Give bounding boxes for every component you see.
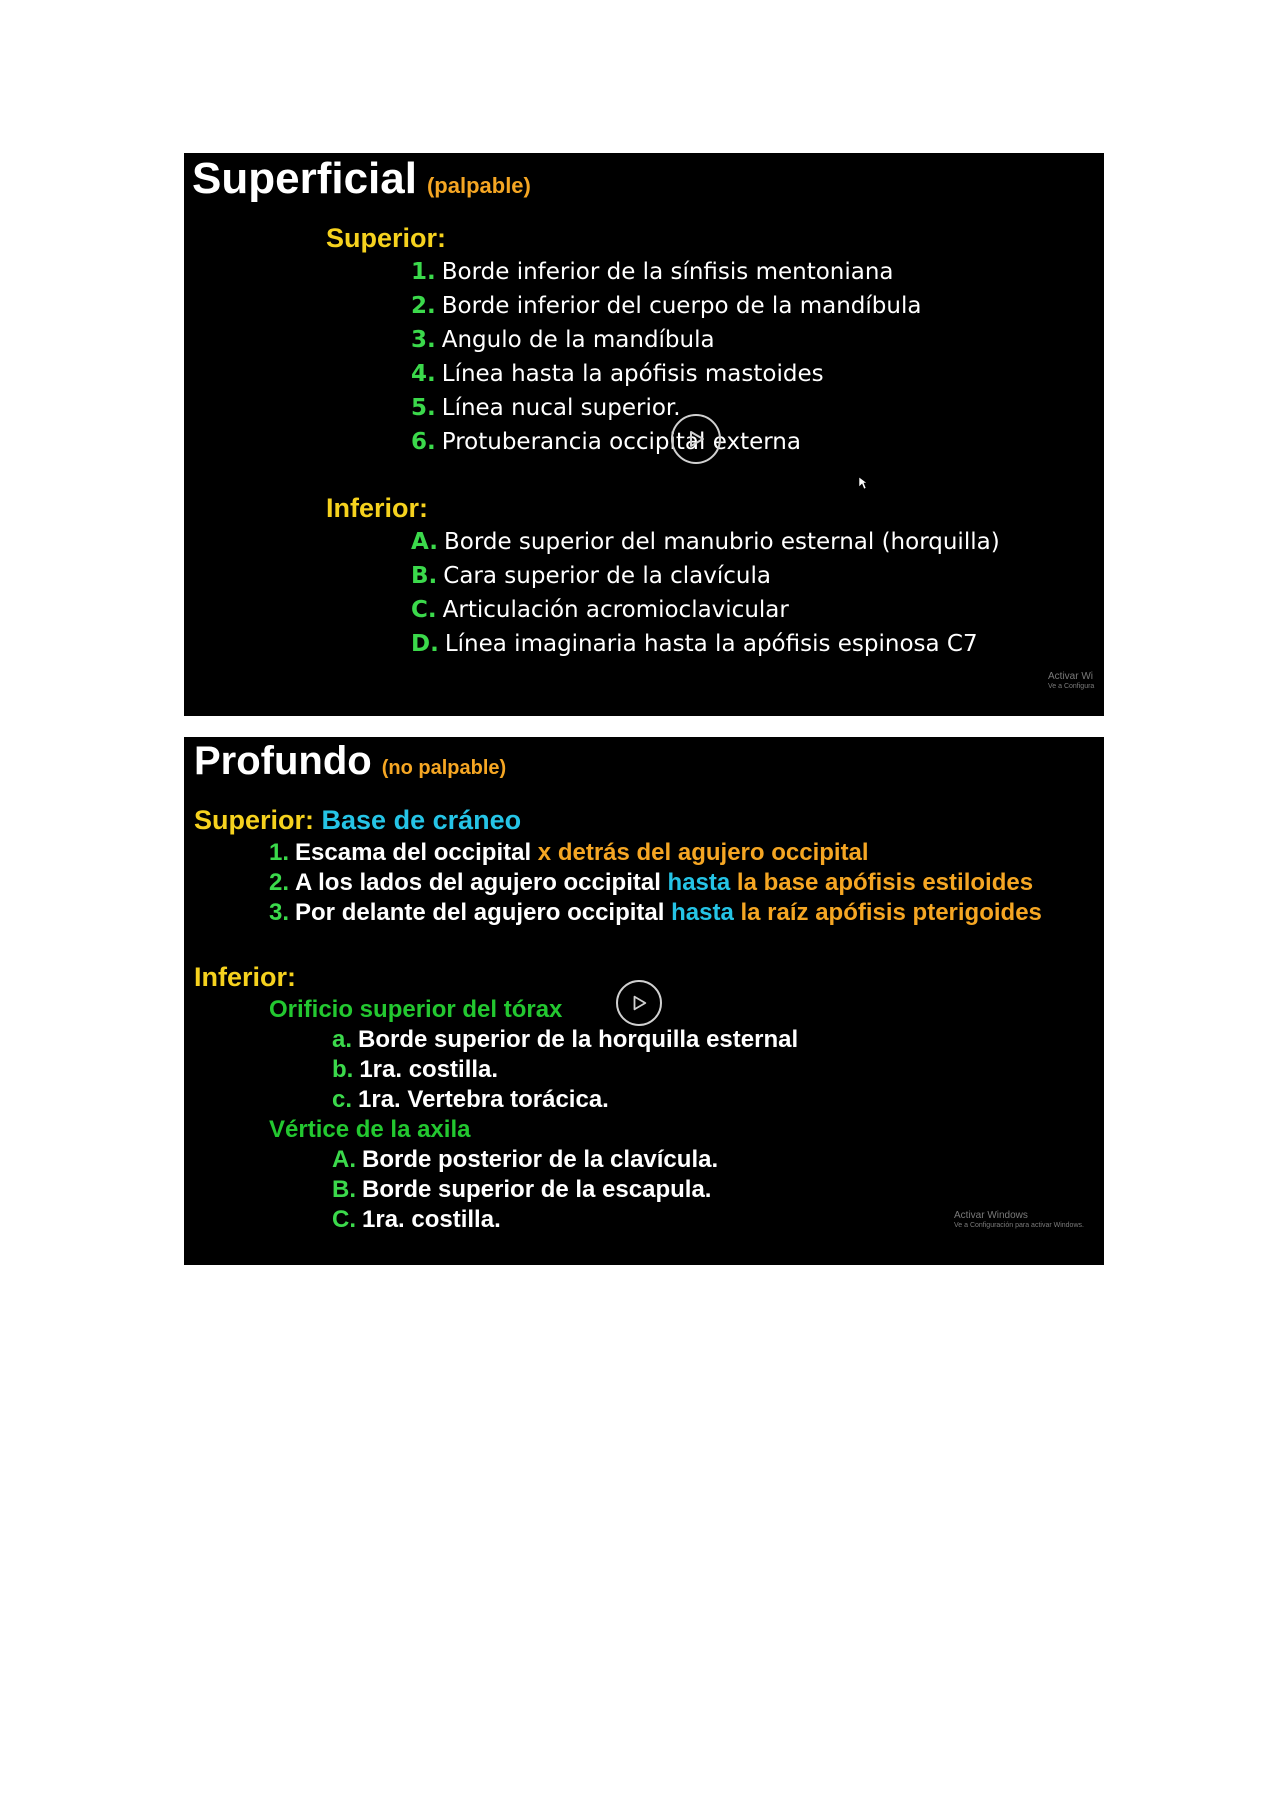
slide1-inferior-item-d: D. Línea imaginaria hasta la apófisis espinosa C7 [411,631,978,657]
slide1-inferior-heading: Inferior: [326,493,429,523]
slide1-superior-item-4: 4. Línea hasta la apófisis mastoides [411,361,824,387]
slide2-title-text: Profundo [194,739,372,783]
mouse-cursor-icon [858,476,868,490]
slide1-superior-item-5: 5. Línea nucal superior. [411,395,681,421]
play-icon [630,994,648,1012]
windows-activation-watermark: Activar Wi Ve a Configura [1048,671,1095,690]
slide1-superior-heading: Superior: [326,223,447,253]
slide1-inferior-item-a: A. Borde superior del manubrio esternal (horquilla) [411,529,1000,555]
slide2-title [194,737,506,785]
slide2-group1-item-a: a. Borde superior de la horquilla esternal [332,1026,799,1053]
slide1-inferior-item-c: C. Articulación acromioclavicular [411,597,789,623]
slide1-title [192,153,531,206]
slide2-group1-item-b: b. 1ra. costilla. [332,1056,499,1083]
play-button[interactable] [671,414,721,464]
slide1-superior-item-6: 6. Protuberancia occipital externa [411,429,801,455]
slide2-superior-line-3: 3. Por delante del agujero occipital hasta la raíz apófisis pterigoides [269,899,1042,926]
slide-superficial [184,153,1104,716]
slide1-title-text: Superficial [192,154,417,203]
slide2-group2-title: Vértice de la axila [269,1116,471,1143]
slide1-superior-item-2: 2. Borde inferior del cuerpo de la mandíbula [411,293,922,319]
slide2-group2-item-c: C. 1ra. costilla. [332,1206,501,1233]
slide1-title-note: (palpable) [426,173,531,198]
slide1-inferior-item-b: B. Cara superior de la clavícula [411,563,771,589]
windows-activation-watermark: Activar Windows Ve a Configuración para activar Windows. [954,1210,1084,1229]
slide2-group2-item-b: B. Borde superior de la escapula. [332,1176,712,1203]
slide2-superior-line-1: 1. Escama del occipital x detrás del agujero occipital [269,839,869,866]
slide1-superior-item-1: 1. Borde inferior de la sínfisis mentoniana [411,259,894,285]
slide2-inferior-heading: Inferior: [194,962,297,992]
play-button[interactable] [616,980,662,1026]
slide2-title-note: (no palpable) [381,757,507,779]
slide2-group1-item-c: c. 1ra. Vertebra torácica. [332,1086,609,1113]
slide2-group2-item-a: A. Borde posterior de la clavícula. [332,1146,719,1173]
slide2-group1-title: Orificio superior del tórax [269,996,563,1023]
slide2-superior-accent: Base de cráneo [321,805,522,835]
slide1-superior-item-3: 3. Angulo de la mandíbula [411,327,715,353]
play-icon [686,429,706,449]
slide-profundo [184,737,1104,1265]
slide2-superior-line-2: 2. A los lados del agujero occipital hasta la base apófisis estiloides [269,869,1034,896]
slide2-superior-heading: Superior: Base de cráneo [194,805,522,835]
